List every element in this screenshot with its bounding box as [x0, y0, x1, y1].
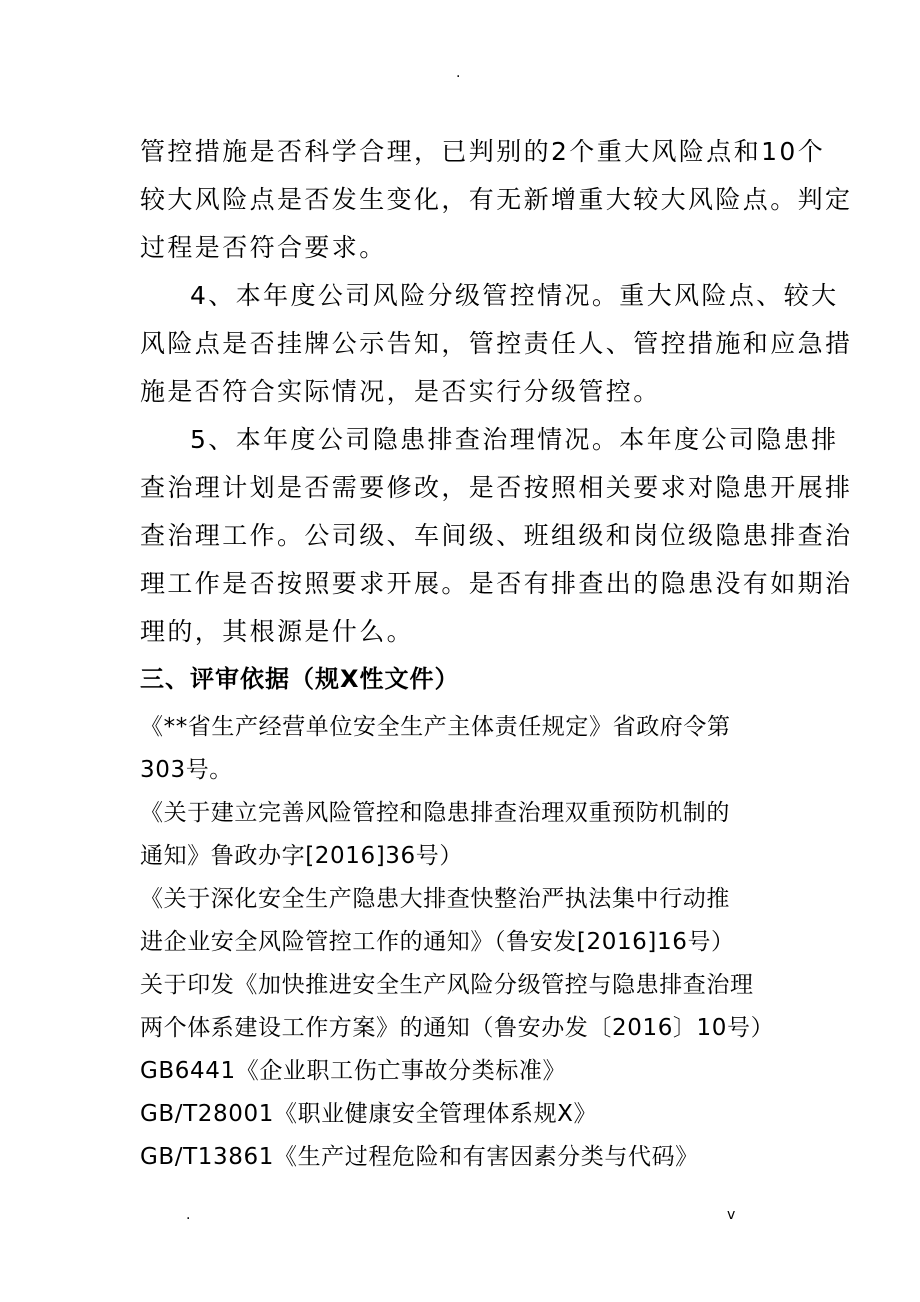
page-top-mark: . [456, 65, 461, 81]
text-line: 较大风险点是否发生变化，有无新增重大较大风险点。判定 [140, 185, 853, 214]
text-line: 过程是否符合要求。 [140, 233, 387, 262]
reference-item [140, 706, 790, 792]
text-line: 施是否符合实际情况，是否实行分级管控。 [140, 377, 661, 406]
text-line: 4、本年度公司风险分级管控情况。重大风险点、较大 [190, 281, 839, 310]
paragraph-item-4 [140, 272, 853, 416]
paragraph-item-5 [140, 416, 853, 656]
text-line: 进企业安全风险管控工作的通知》（鲁安发[2016]16号） [140, 929, 735, 955]
reference-item [140, 1136, 790, 1179]
text-line: GB/T13861《生产过程危险和有害因素分类与代码》 [140, 1144, 699, 1170]
text-line: 查治理计划是否需要修改，是否按照相关要求对隐患开展排 [140, 473, 853, 502]
reference-item [140, 792, 790, 878]
text-line: 《关于深化安全生产隐患大排查快整治严执法集中行动推 [140, 886, 730, 912]
text-line: 《关于建立完善风险管控和隐患排查治理双重预防机制的 [140, 800, 730, 826]
text-line: 查治理工作。公司级、车间级、班组级和岗位级隐患排查治 [140, 521, 853, 550]
reference-item [140, 964, 790, 1050]
reference-item [140, 1093, 790, 1136]
page-bottom-right-mark: v [727, 1207, 736, 1223]
section-heading: 三、评审依据（规X性文件） [140, 665, 460, 693]
text-line: 管控措施是否科学合理，已判别的2个重大风险点和10个 [140, 137, 826, 166]
text-line: 303号。 [140, 757, 233, 783]
page-bottom-left-mark: . [186, 1207, 191, 1223]
text-line: 关于印发《加快推进安全生产风险分级管控与隐患排查治理 [140, 972, 754, 998]
paragraph-continued [140, 128, 853, 272]
document-body [140, 128, 853, 1179]
text-line: GB/T28001《职业健康安全管理体系规X》 [140, 1101, 598, 1127]
text-line: 《**省生产经营单位安全生产主体责任规定》省政府令第 [140, 714, 731, 740]
text-line: GB6441《企业职工伤亡事故分类标准》 [140, 1058, 567, 1084]
text-line: 理的，其根源是什么。 [140, 617, 415, 646]
text-line: 两个体系建设工作方案》的通知（鲁安办发〔2016〕10号） [140, 1015, 775, 1041]
text-line: 风险点是否挂牌公示告知，管控责任人、管控措施和应急措 [140, 329, 853, 358]
text-line: 通知》鲁政办字[2016]36号） [140, 843, 463, 869]
text-line: 5、本年度公司隐患排查治理情况。本年度公司隐患排 [190, 425, 839, 454]
reference-item [140, 878, 790, 964]
reference-item [140, 1050, 790, 1093]
text-line: 理工作是否按照要求开展。是否有排查出的隐患没有如期治 [140, 569, 853, 598]
